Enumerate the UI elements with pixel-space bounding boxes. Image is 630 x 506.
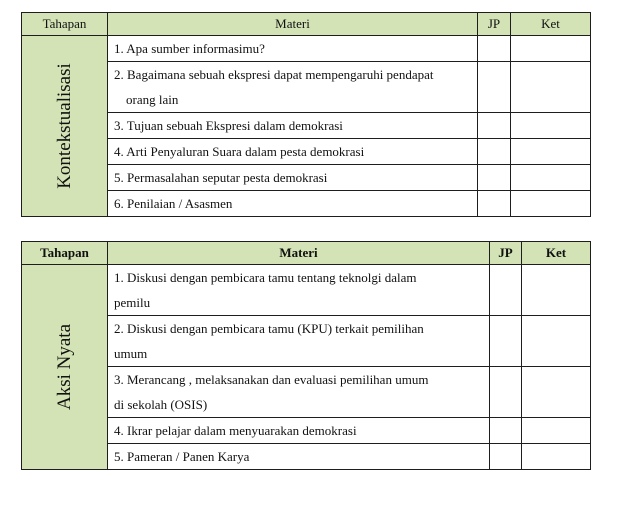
header-materi: Materi bbox=[108, 13, 478, 36]
jp-cell bbox=[490, 265, 522, 316]
jp-cell bbox=[490, 367, 522, 418]
phase-cell bbox=[22, 36, 108, 217]
header-row bbox=[22, 242, 591, 265]
jp-cell bbox=[478, 113, 511, 139]
ket-cell bbox=[522, 316, 591, 367]
header-tahapan: Tahapan bbox=[22, 13, 108, 36]
jp-cell bbox=[478, 139, 511, 165]
materi-cell: 3. Merancang , melaksanakan dan evaluasi pemilihan umum di sekolah (OSIS) bbox=[108, 367, 490, 418]
materi-cell: 4. Arti Penyaluran Suara dalam pesta demokrasi bbox=[108, 139, 478, 165]
jp-cell bbox=[490, 316, 522, 367]
jp-cell bbox=[478, 62, 511, 113]
ket-cell bbox=[522, 265, 591, 316]
jp-cell bbox=[478, 165, 511, 191]
materi-cell: 6. Penilaian / Asasmen bbox=[108, 191, 478, 217]
phase-label: Aksi Nyata bbox=[53, 323, 75, 411]
ket-cell bbox=[511, 191, 591, 217]
materi-cell: 5. Pameran / Panen Karya bbox=[108, 444, 490, 470]
header-materi: Materi bbox=[108, 242, 490, 265]
ket-cell bbox=[522, 444, 591, 470]
header-jp: JP bbox=[490, 242, 522, 265]
ket-cell bbox=[522, 367, 591, 418]
header-ket: Ket bbox=[522, 242, 591, 265]
jp-cell bbox=[490, 418, 522, 444]
materi-cell: 4. Ikrar pelajar dalam menyuarakan demokrasi bbox=[108, 418, 490, 444]
ket-cell bbox=[511, 113, 591, 139]
header-jp: JP bbox=[478, 13, 511, 36]
materi-cell: 2. Diskusi dengan pembicara tamu (KPU) terkait pemilihan umum bbox=[108, 316, 490, 367]
materi-cell: 1. Diskusi dengan pembicara tamu tentang teknolgi dalam pemilu bbox=[108, 265, 490, 316]
materi-cell: 5. Permasalahan seputar pesta demokrasi bbox=[108, 165, 478, 191]
table-row bbox=[22, 36, 591, 62]
materi-cell: 2. Bagaimana sebuah ekspresi dapat mempengaruhi pendapat orang lain bbox=[108, 62, 478, 113]
ket-cell bbox=[511, 165, 591, 191]
header-ket: Ket bbox=[511, 13, 591, 36]
materi-cell: 3. Tujuan sebuah Ekspresi dalam demokrasi bbox=[108, 113, 478, 139]
kontekstualisasi-table bbox=[21, 12, 591, 217]
jp-cell bbox=[490, 444, 522, 470]
ket-cell bbox=[511, 62, 591, 113]
ket-cell bbox=[511, 36, 591, 62]
jp-cell bbox=[478, 36, 511, 62]
phase-label: Kontekstualisasi bbox=[53, 63, 75, 189]
ket-cell bbox=[522, 418, 591, 444]
materi-cell: 1. Apa sumber informasimu? bbox=[108, 36, 478, 62]
header-tahapan: Tahapan bbox=[22, 242, 108, 265]
table-row bbox=[22, 265, 591, 316]
phase-cell bbox=[22, 265, 108, 470]
header-row bbox=[22, 13, 591, 36]
aksi-nyata-table bbox=[21, 241, 591, 470]
ket-cell bbox=[511, 139, 591, 165]
jp-cell bbox=[478, 191, 511, 217]
